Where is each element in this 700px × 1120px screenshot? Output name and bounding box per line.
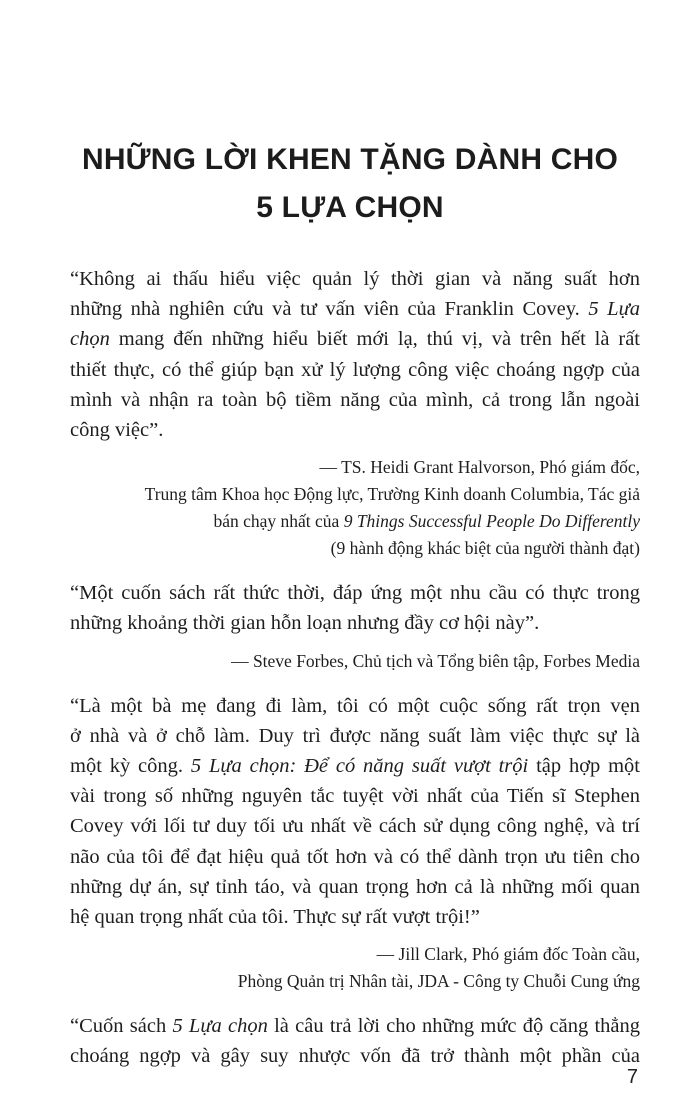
- quote-line: mình và nhận ra toàn bộ tiềm năng của mình, cả trong lẫn ngoài: [70, 388, 640, 411]
- page-title: [40, 136, 660, 232]
- attribution-line: bán chạy nhất của 9 Things Successful People Do Differently: [213, 511, 640, 532]
- attribution-line: Trung tâm Khoa học Động lực, Trường Kinh doanh Columbia, Tác giả: [144, 484, 640, 505]
- quote-line: “Một cuốn sách rất thức thời, đáp ứng một nhu cầu có thực trong: [70, 582, 640, 605]
- quote-line: ở nhà và ở chỗ làm. Duy trì được năng suất làm việc thực sự là: [70, 724, 640, 747]
- quote-line: chọn mang đến những hiểu biết mới lạ, thú vị, và trên hết là rất: [70, 328, 640, 351]
- endorsement-list: [70, 264, 640, 1072]
- book-title-italic: 5 Lựa: [588, 298, 640, 321]
- endorsement: [70, 691, 640, 1012]
- quote-line: thiết thực, có thể giúp bạn xử lý lượng công việc choáng ngợp của: [70, 358, 640, 381]
- attribution-line: — Jill Clark, Phó giám đốc Toàn cầu,: [376, 944, 640, 965]
- book-title-italic: 9 Things Successful People Do Differently: [343, 511, 640, 532]
- book-title-italic: chọn: [70, 328, 110, 351]
- title-line-1: NHỮNG LỜI KHEN TẶNG DÀNH CHO: [81, 143, 619, 176]
- quote-line: công việc”.: [70, 419, 164, 442]
- endorsement: [70, 1011, 640, 1071]
- endorsement-quote: [70, 264, 640, 445]
- quote-line: choáng ngợp và gây suy nhược vốn đã trở thành một phần của: [70, 1045, 640, 1068]
- quote-line: những khoảng thời gian hỗn loạn nhưng đầy cơ hội này”.: [70, 612, 540, 635]
- quote-line: vài trong số những nguyên tắc tuyệt vời nhất của Tiến sĩ Stephen: [70, 785, 640, 808]
- quote-line: Covey với lối tư duy tối ưu nhất về cách sử dụng công nghệ, và trí: [70, 815, 640, 838]
- attribution-line: — Steve Forbes, Chủ tịch và Tổng biên tập, Forbes Media: [231, 650, 640, 671]
- quote-line: “Cuốn sách 5 Lựa chọn là câu trả lời cho những mức độ căng thẳng: [70, 1015, 640, 1038]
- endorsement-quote: [70, 691, 640, 933]
- endorsement: [70, 264, 640, 578]
- attribution-line: (9 hành động khác biệt của người thành đạt): [330, 538, 640, 559]
- quote-line: não của tôi để đạt hiệu quả tốt hơn và có thể dành trọn ưu tiên cho: [70, 845, 640, 868]
- quote-line: một kỳ công. 5 Lựa chọn: Để có năng suất vượt trội tập hợp một: [70, 755, 641, 778]
- book-title-italic: 5 Lựa chọn: Để có năng suất vượt trội: [190, 755, 529, 778]
- endorsement-attribution: [70, 454, 640, 562]
- attribution-line: Phòng Quản trị Nhân tài, JDA - Công ty Chuỗi Cung ứng: [237, 971, 640, 992]
- endorsement-attribution: [70, 648, 640, 675]
- quote-line: những dự án, sự tỉnh táo, và quan trọng hơn cả là những mối quan: [70, 875, 640, 898]
- attribution-line: — TS. Heidi Grant Halvorson, Phó giám đốc,: [319, 457, 640, 478]
- page-number: 7: [626, 1066, 638, 1088]
- endorsement-quote: [70, 578, 640, 638]
- title-line-2: 5 LỰA CHỌN: [256, 191, 444, 224]
- quote-line: những nhà nghiên cứu và tư vấn viên của Franklin Covey. 5 Lựa: [70, 298, 640, 321]
- endorsement: [70, 578, 640, 690]
- endorsement-quote: [70, 1011, 640, 1071]
- endorsement-attribution: [70, 941, 640, 995]
- quote-line: “Là một bà mẹ đang đi làm, tôi có một cuộc sống rất trọn vẹn: [70, 694, 640, 717]
- book-title-italic: 5 Lựa chọn: [172, 1015, 268, 1038]
- quote-line: hệ quan trọng nhất của tôi. Thực sự rất vượt trội!”: [70, 906, 480, 929]
- quote-line: “Không ai thấu hiểu việc quản lý thời gian và năng suất hơn: [70, 268, 640, 290]
